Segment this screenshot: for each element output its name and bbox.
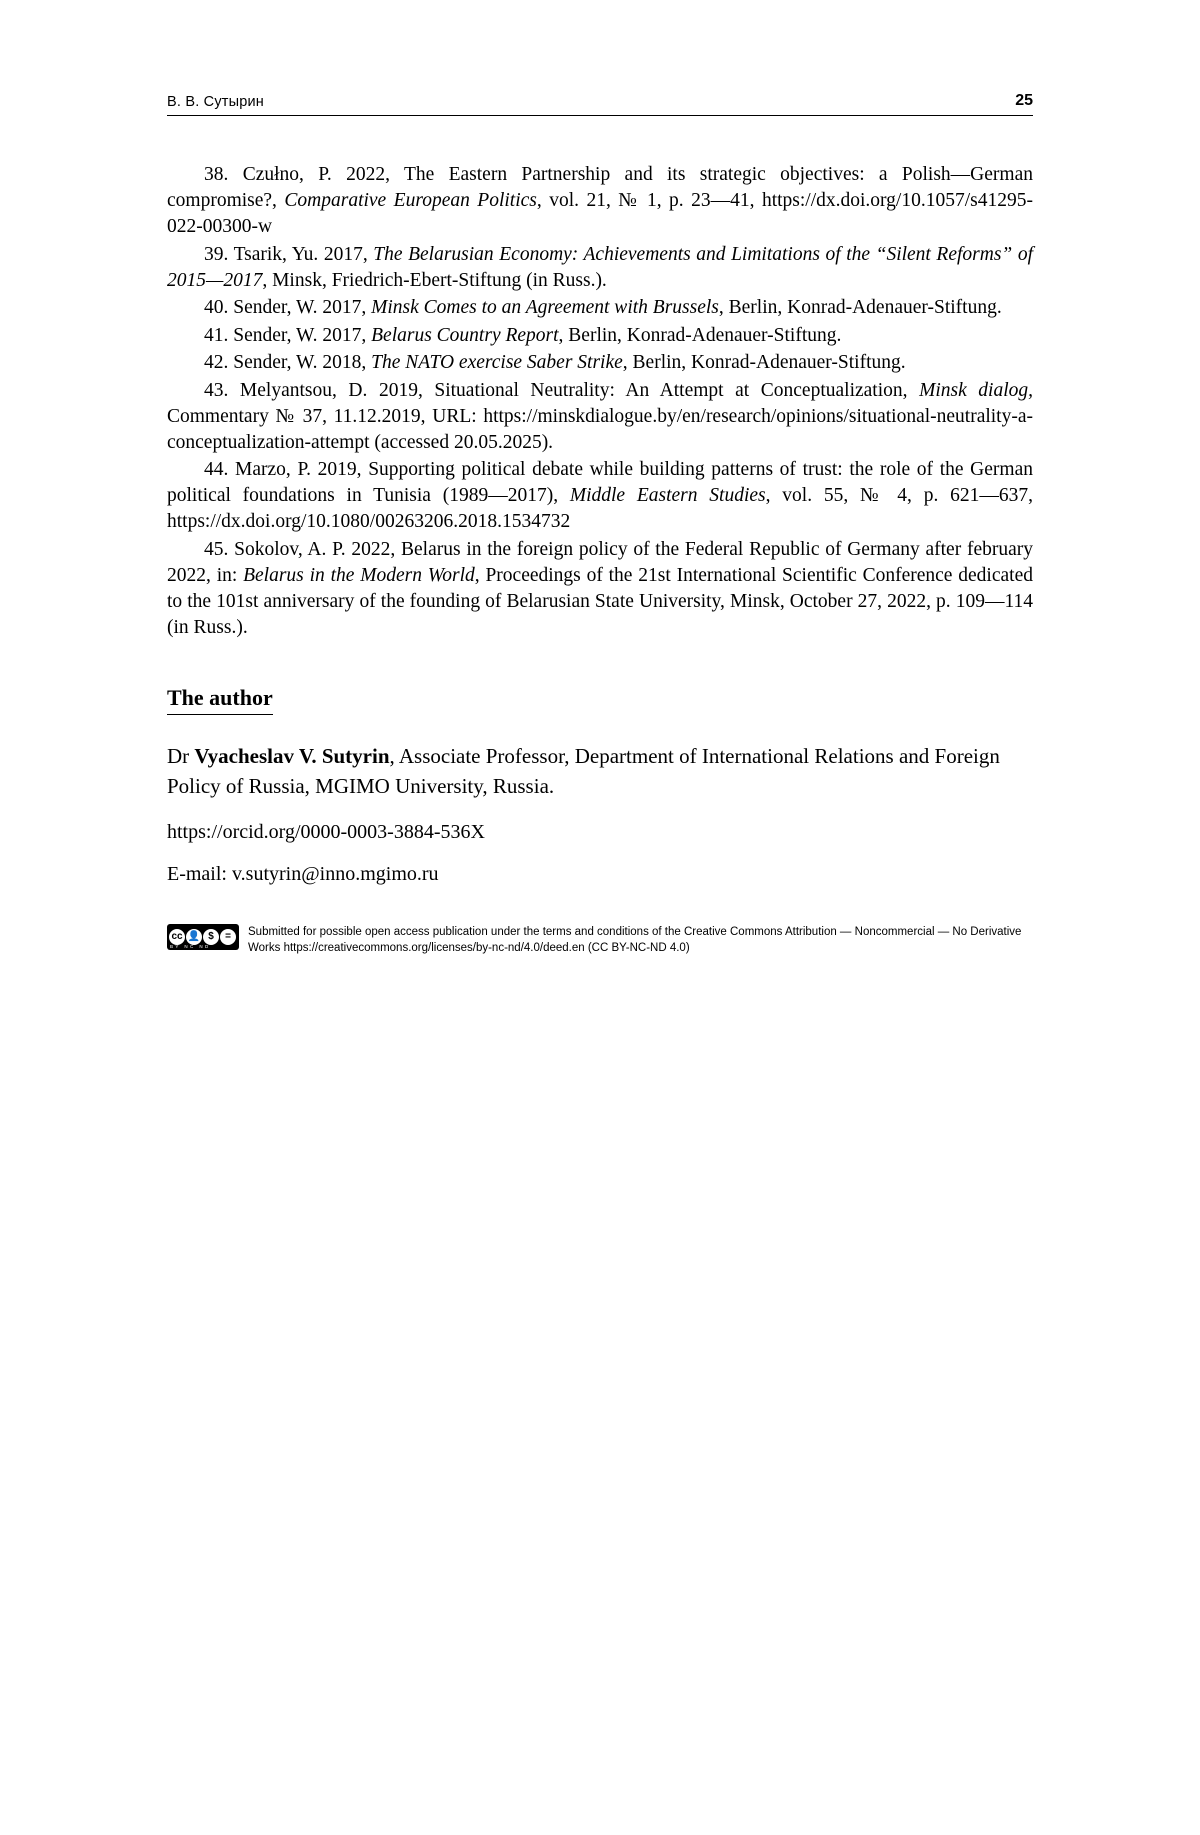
reference-title-italic: Comparative European Politics (284, 190, 537, 212)
reference-item (167, 378, 1033, 456)
reference-text: Tsarik, Yu. 2017, (228, 243, 374, 265)
reference-item (167, 457, 1033, 535)
author-email[interactable]: E-mail: v.sutyrin@inno.mgimo.ru (167, 862, 439, 885)
reference-title-italic: Minsk Comes to an Agreement with Brussels (371, 297, 719, 319)
reference-number: 42. (204, 352, 229, 374)
reference-text: Commentary № 37, 11.12.2019, URL: https://minskdialogue.by/en/research/opinions/situational-neutrality-a-conceptualization-attempt (accessed 20.05.2025). (167, 405, 1033, 453)
license-block (167, 924, 1033, 957)
reference-item (167, 162, 1033, 240)
reference-number: 45. (204, 538, 229, 560)
reference-text: , vol. 55, № 4, p. 621—637, https://dx.doi.org/10.1080/00263206.2018.1534732 (167, 485, 1033, 533)
reference-number: 39. (204, 243, 229, 265)
license-text (248, 924, 1033, 957)
reference-item (167, 350, 1033, 376)
reference-title-italic: Middle Eastern Studies (569, 485, 766, 507)
creative-commons-icon (167, 924, 239, 950)
section-title-the-author: The author (167, 685, 273, 715)
running-head-author: В. В. Сутырин (167, 94, 265, 110)
reference-title-italic: Minsk dialog, (919, 379, 1033, 401)
cc-badge-sublabel: BY NC ND (170, 943, 211, 949)
cc-mark-by: 👤 (186, 929, 202, 945)
reference-text: , Proceedings of the 21st International Scientific Conference dedicated to the 101st anniversary of the founding of Belarusian State University, Minsk, October 27, 2022, p. 109—114 (in Russ.). (167, 564, 1033, 639)
reference-text: , Berlin, Konrad-Adenauer-Stiftung. (718, 297, 1002, 319)
reference-text: Sokolov, A. P. 2022, Belarus in the foreign policy of the Federal Republic of Germany after february 2022, in: (167, 538, 1033, 586)
references-list (167, 162, 1033, 641)
reference-number: 38. (204, 164, 229, 185)
reference-item (167, 323, 1033, 349)
reference-number: 43. (204, 379, 229, 401)
reference-item (167, 537, 1033, 641)
reference-title-italic: Belarus in the Modern World (243, 564, 475, 586)
reference-text: Czułno, P. 2022, The Eastern Partnership and its strategic objectives: a Polish—German compromise?, (167, 164, 1033, 212)
reference-text: , Minsk, Friedrich-Ebert-Stiftung (in Russ.). (262, 269, 607, 291)
reference-text: , vol. 21, № 1, p. 23—41, https://dx.doi.org/10.1057/s41295-022-00300-w (167, 190, 1033, 238)
cc-mark-nd: = (220, 929, 236, 945)
reference-title-italic: The NATO exercise Saber Strike (371, 352, 623, 374)
reference-item (167, 242, 1033, 294)
reference-item (167, 295, 1033, 321)
reference-title-italic: The Belarusian Economy: Achievements and Limitations of the “Silent Reforms” of 2015—2017 (167, 243, 1033, 291)
author-degree-prefix: Dr (167, 744, 195, 769)
reference-title-italic: Belarus Country Report (371, 324, 559, 346)
author-affiliation-text: , Associate Professor, Department of International Relations and Foreign Policy of Russia, MGIMO University, Russia. (167, 744, 1000, 799)
license-text-line-2: Noncommercial — No Derivative Works https://creativecommons.org/licenses/by-nc-nd/4.0/deed.en (CC BY-NC-ND 4.0) (248, 925, 1022, 954)
reference-text: Sender, W. 2018, (228, 352, 372, 374)
reference-text: , Berlin, Konrad-Adenauer-Stiftung. (622, 352, 906, 374)
author-name: Vyacheslav V. Sutyrin (194, 744, 390, 769)
reference-text: , Berlin, Konrad-Adenauer-Stiftung. (558, 324, 842, 346)
reference-text: Sender, W. 2017, (228, 324, 372, 346)
reference-number: 40. (204, 297, 229, 319)
reference-number: 44. (204, 459, 229, 481)
running-head (167, 92, 1033, 116)
cc-mark-nc: $ (203, 929, 219, 945)
author-section (167, 685, 1033, 887)
reference-text: Marzo, P. 2019, Supporting political debate while building patterns of trust: the role of the German political foundations in Tunisia (1989—2017), (167, 459, 1033, 507)
reference-text: Melyantsou, D. 2019, Situational Neutrality: An Attempt at Conceptualization, (228, 379, 920, 401)
reference-text: Sender, W. 2017, (228, 297, 372, 319)
reference-number: 41. (204, 324, 229, 346)
author-orcid-link[interactable]: https://orcid.org/0000-0003-3884-536X (167, 820, 485, 843)
cc-mark-cc: cc (169, 929, 185, 945)
page-number: 25 (1015, 92, 1033, 109)
license-text-line-1: Submitted for possible open access publication under the terms and conditions of the Creative Commons Attribution — (248, 925, 852, 938)
author-affiliation (167, 741, 1033, 801)
page-content (167, 92, 1033, 956)
